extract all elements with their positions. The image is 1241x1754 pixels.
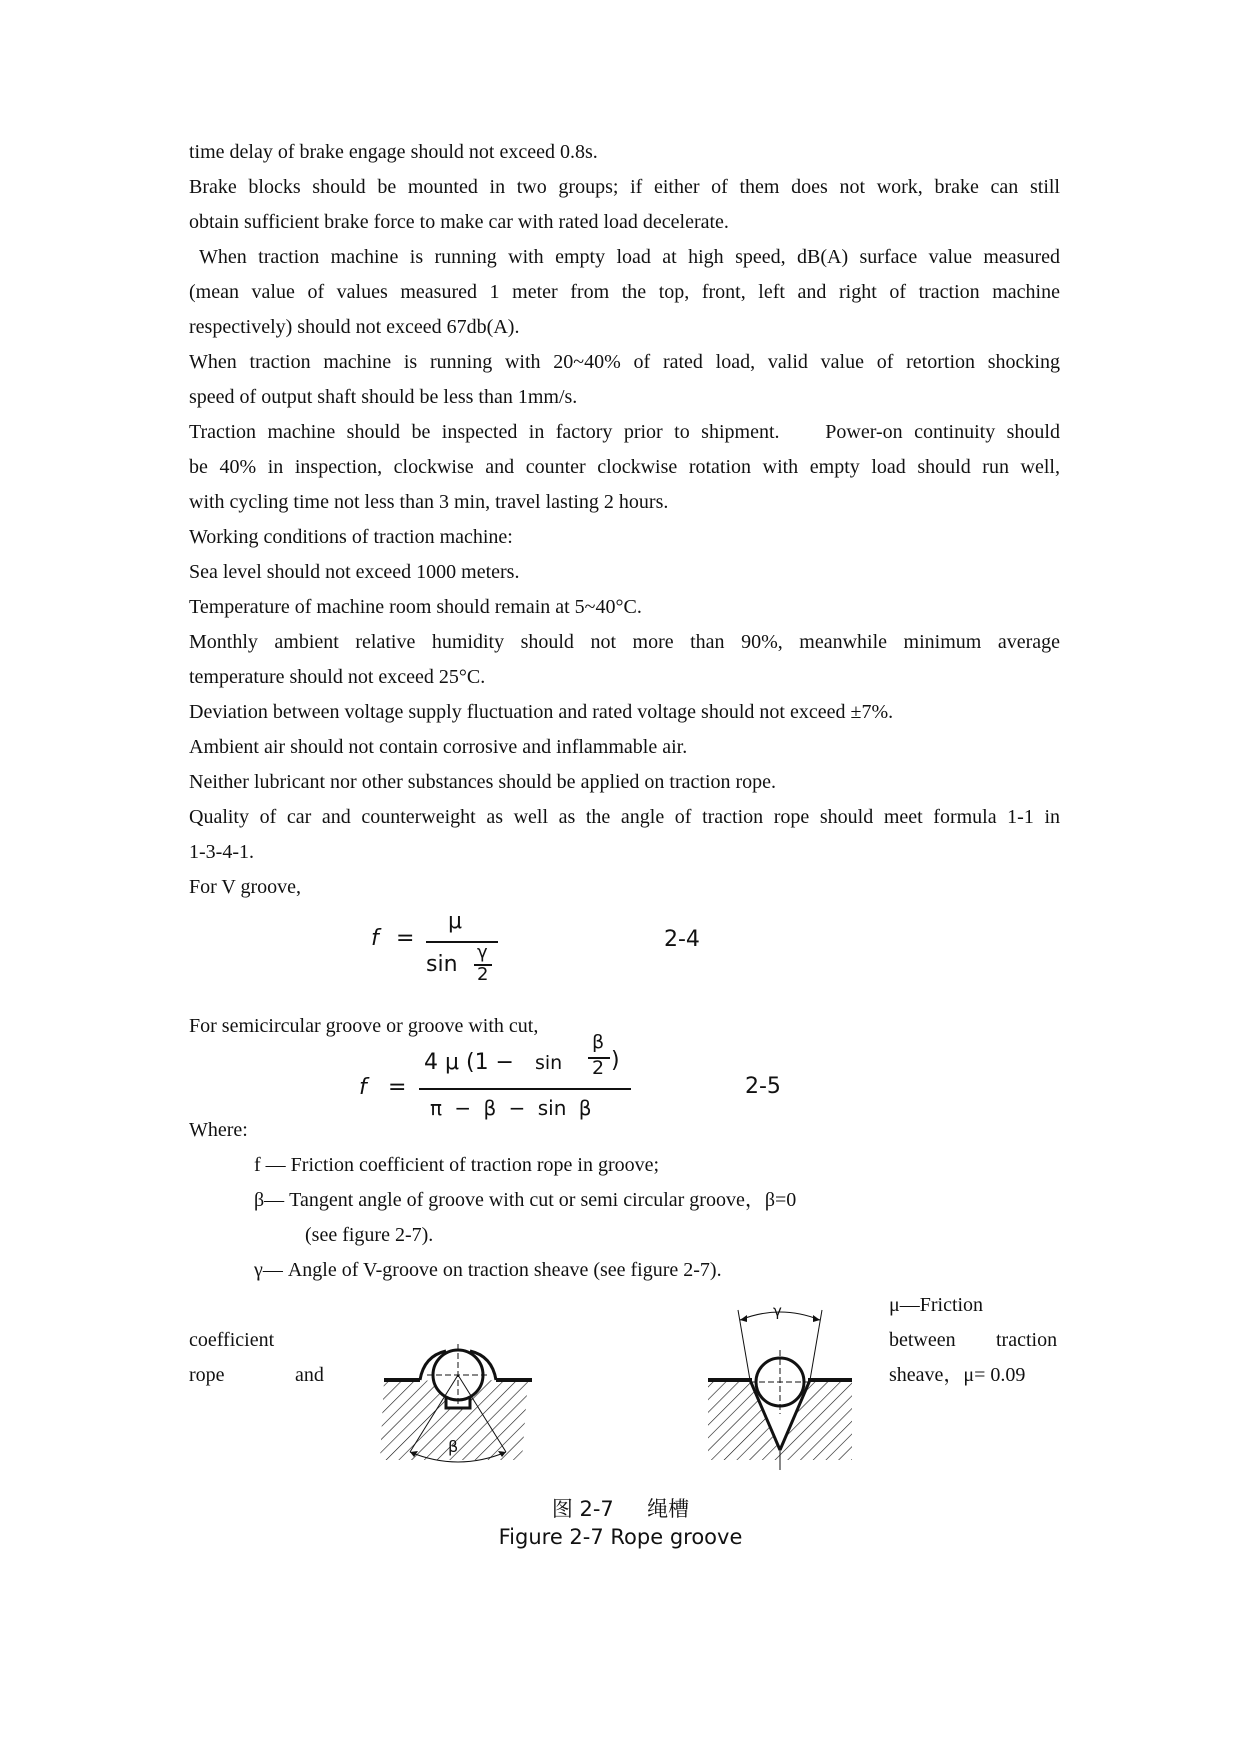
paragraph-v-groove: For V groove,	[189, 876, 302, 898]
formula-close-paren: )	[611, 1048, 620, 1073]
figure-gamma-label: γ	[773, 1302, 782, 1320]
paragraph-semicircular-groove: For semicircular groove or groove with cut,	[189, 1015, 539, 1037]
paragraph-working-conditions: Working conditions of traction machine:	[189, 526, 513, 548]
wrap-and: and	[295, 1364, 324, 1386]
figure-caption-chinese	[0, 1493, 1241, 1523]
definition-beta: β— Tangent angle of groove with cut or semi circular groove，β=0	[254, 1189, 797, 1211]
formula-equals: =	[396, 926, 415, 951]
formula-frac-numerator: β	[592, 1031, 605, 1053]
caption-chinese-text: 图 2-7 绳槽	[551, 1497, 690, 1521]
paragraph-quality-2: 1-3-4-1.	[189, 841, 254, 863]
paragraph-inspection-2: be 40% in inspection, clockwise and counter clockwise rotation with empty load should run well,	[189, 456, 1060, 478]
paragraph-shock-1: When traction machine is running with 20~40% of rated load, valid value of retortion shocking	[189, 351, 1060, 373]
figure-caption-english: Figure 2-7 Rope groove	[498, 1525, 743, 1549]
formula-sin: sin	[426, 952, 458, 977]
wrap-coefficient: coefficient	[189, 1329, 275, 1351]
paragraph-noise-1: When traction machine is running with empty load at high speed, dB(A) surface value measured	[199, 246, 1060, 268]
wrap-sheave-mu: sheave，μ= 0.09	[889, 1364, 1026, 1386]
paragraph-sea-level: Sea level should not exceed 1000 meters.	[189, 561, 520, 583]
formula-sub-denominator: 2	[477, 964, 489, 985]
formula-number: 2-4	[664, 927, 700, 952]
paragraph-inspection-3: with cycling time not less than 3 min, travel lasting 2 hours.	[189, 491, 669, 513]
wrap-rope: rope	[189, 1364, 225, 1386]
formula-denominator: π − β − sin β	[430, 1096, 592, 1120]
paragraph-temperature: Temperature of machine room should remain at 5~40°C.	[189, 596, 642, 618]
wrap-traction: traction	[996, 1329, 1058, 1351]
definition-beta-ref: (see figure 2-7).	[305, 1224, 434, 1246]
paragraph-brake-delay: time delay of brake engage should not exceed 0.8s.	[189, 141, 598, 163]
paragraph-inspection-1: Traction machine should be inspected in factory prior to shipment. Power-on continuity should	[189, 421, 1060, 443]
formula-equals: =	[388, 1075, 407, 1100]
formula-lhs: f	[371, 926, 379, 951]
paragraph-noise-3: respectively) should not exceed 67db(A).	[189, 316, 520, 338]
fraction-bar	[419, 1088, 631, 1090]
paragraph-noise-2: (mean value of values measured 1 meter from the top, front, left and right of traction machine	[189, 281, 1060, 303]
formula-sub-numerator: γ	[477, 942, 488, 963]
formula-numerator-a: 4 μ (1 −	[424, 1050, 514, 1075]
definition-f: f — Friction coefficient of traction rope in groove;	[254, 1154, 660, 1176]
paragraph-humidity-1: Monthly ambient relative humidity should not more than 90%, meanwhile minimum average	[189, 631, 1060, 653]
paragraph-lubricant: Neither lubricant nor other substances should be applied on traction rope.	[189, 771, 777, 793]
paragraph-ambient-air: Ambient air should not contain corrosive and inflammable air.	[189, 736, 688, 758]
formula-lhs: f	[359, 1075, 367, 1100]
paragraph-quality-1: Quality of car and counterweight as well as the angle of traction rope should meet formula 1-1 in	[189, 806, 1060, 828]
formula-numerator-sin: sin	[535, 1052, 563, 1074]
wrap-between: between	[889, 1329, 956, 1351]
paragraph-brake-blocks-2: obtain sufficient brake force to make car with rated load decelerate.	[189, 211, 729, 233]
formula-number: 2-5	[745, 1074, 781, 1099]
paragraph-humidity-2: temperature should not exceed 25°C.	[189, 666, 486, 688]
paragraph-brake-blocks-1: Brake blocks should be mounted in two groups; if either of them does not work, brake can still	[189, 176, 1060, 198]
cut-groove-figure	[352, 1290, 538, 1476]
formula-numerator: μ	[448, 909, 462, 934]
paragraph-shock-2: speed of output shaft should be less than 1mm/s.	[189, 386, 578, 408]
figure-beta-label: β	[448, 1437, 459, 1456]
definition-gamma: γ— Angle of V-groove on traction sheave (see figure 2-7).	[254, 1259, 722, 1281]
formula-frac-denominator: 2	[592, 1057, 605, 1079]
paragraph-voltage: Deviation between voltage supply fluctuation and rated voltage should not exceed ±7%.	[189, 701, 894, 723]
paragraph-where: Where:	[189, 1119, 248, 1141]
wrap-mu-friction: μ—Friction	[889, 1294, 984, 1316]
